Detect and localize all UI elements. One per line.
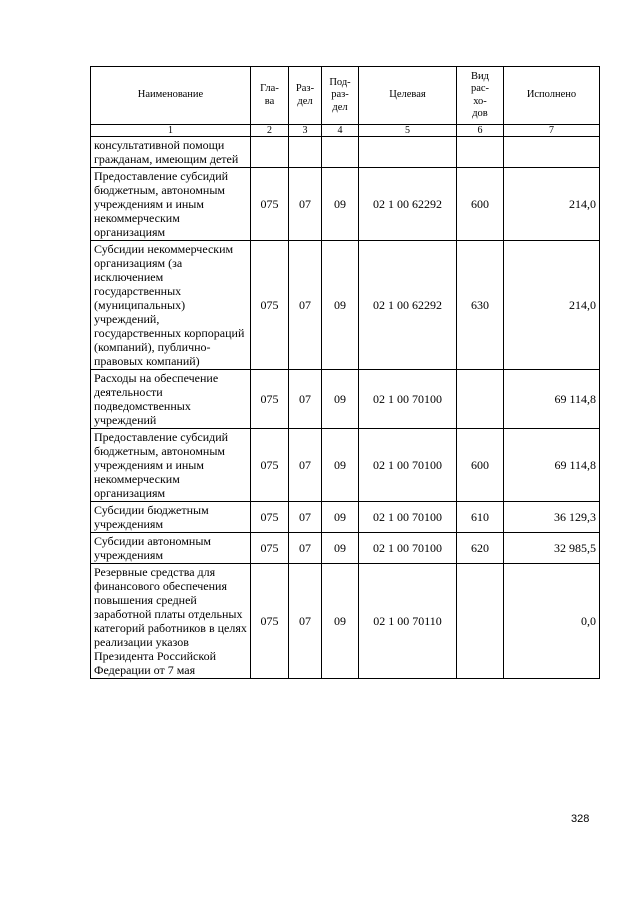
cell-vid: 600 bbox=[457, 168, 504, 241]
cell-ispolneno: 69 114,8 bbox=[504, 429, 600, 502]
cell-ispolneno: 0,0 bbox=[504, 564, 600, 679]
cell-celevaya bbox=[359, 137, 457, 168]
table-row bbox=[91, 370, 600, 429]
cell-name: Расходы на обеспечение деятельности подведомственных учреждений bbox=[91, 370, 251, 429]
table-row bbox=[91, 533, 600, 564]
cell-razdel: 07 bbox=[289, 564, 322, 679]
cell-razdel: 07 bbox=[289, 429, 322, 502]
cell-celevaya: 02 1 00 70100 bbox=[359, 502, 457, 533]
header-razdel: Раз- дел bbox=[289, 67, 322, 125]
cell-ispolneno: 32 985,5 bbox=[504, 533, 600, 564]
cell-ispolneno: 214,0 bbox=[504, 241, 600, 370]
cell-razdel: 07 bbox=[289, 241, 322, 370]
table-row bbox=[91, 564, 600, 679]
cell-name: Предоставление субсидий бюджетным, автономным учреждениям и иным некоммерческим организациям bbox=[91, 168, 251, 241]
cell-podrazdel bbox=[322, 137, 359, 168]
cell-vid bbox=[457, 370, 504, 429]
cell-glava: 075 bbox=[251, 241, 289, 370]
cell-podrazdel: 09 bbox=[322, 168, 359, 241]
cell-glava: 075 bbox=[251, 429, 289, 502]
page-number: 328 bbox=[571, 813, 590, 825]
cell-ispolneno: 69 114,8 bbox=[504, 370, 600, 429]
table-row bbox=[91, 429, 600, 502]
header-podrazdel: Под- раз- дел bbox=[322, 67, 359, 125]
cell-vid: 620 bbox=[457, 533, 504, 564]
cell-razdel: 07 bbox=[289, 168, 322, 241]
header-celevaya: Целевая bbox=[359, 67, 457, 125]
cell-celevaya: 02 1 00 70100 bbox=[359, 370, 457, 429]
cell-glava: 075 bbox=[251, 168, 289, 241]
header-glava: Гла- ва bbox=[251, 67, 289, 125]
cell-celevaya: 02 1 00 62292 bbox=[359, 168, 457, 241]
header-name: Наименование bbox=[91, 67, 251, 125]
cell-celevaya: 02 1 00 70100 bbox=[359, 533, 457, 564]
cell-vid: 600 bbox=[457, 429, 504, 502]
table-row bbox=[91, 137, 600, 168]
cell-glava: 075 bbox=[251, 370, 289, 429]
cell-razdel: 07 bbox=[289, 502, 322, 533]
cell-ispolneno bbox=[504, 137, 600, 168]
header-vid: Вид рас- хо- дов bbox=[457, 67, 504, 125]
cell-name: Субсидии некоммерческим организациям (за исключением государственных (муниципальных) учреждений, государственных корпораций (компаний), публично-правовых компаний) bbox=[91, 241, 251, 370]
cell-podrazdel: 09 bbox=[322, 564, 359, 679]
cell-glava: 075 bbox=[251, 564, 289, 679]
cell-ispolneno: 214,0 bbox=[504, 168, 600, 241]
cell-podrazdel: 09 bbox=[322, 370, 359, 429]
cell-podrazdel: 09 bbox=[322, 502, 359, 533]
cell-name: Субсидии бюджетным учреждениям bbox=[91, 502, 251, 533]
column-number: 5 bbox=[359, 125, 457, 137]
cell-podrazdel: 09 bbox=[322, 241, 359, 370]
cell-vid bbox=[457, 137, 504, 168]
cell-name: Предоставление субсидий бюджетным, автономным учреждениям и иным некоммерческим организациям bbox=[91, 429, 251, 502]
table-row bbox=[91, 168, 600, 241]
cell-vid bbox=[457, 564, 504, 679]
header-ispolneno: Исполнено bbox=[504, 67, 600, 125]
cell-glava: 075 bbox=[251, 533, 289, 564]
table-row bbox=[91, 241, 600, 370]
table-row bbox=[91, 502, 600, 533]
cell-glava: 075 bbox=[251, 502, 289, 533]
header-row bbox=[91, 67, 600, 125]
column-number: 6 bbox=[457, 125, 504, 137]
cell-name: Субсидии автономным учреждениям bbox=[91, 533, 251, 564]
column-number-row bbox=[91, 125, 600, 137]
cell-podrazdel: 09 bbox=[322, 429, 359, 502]
cell-razdel: 07 bbox=[289, 533, 322, 564]
budget-table bbox=[90, 66, 600, 679]
cell-vid: 630 bbox=[457, 241, 504, 370]
column-number: 7 bbox=[504, 125, 600, 137]
cell-name: консультативной помощи гражданам, имеющим детей bbox=[91, 137, 251, 168]
column-number: 1 bbox=[91, 125, 251, 137]
column-number: 4 bbox=[322, 125, 359, 137]
column-number: 2 bbox=[251, 125, 289, 137]
cell-celevaya: 02 1 00 70100 bbox=[359, 429, 457, 502]
cell-name: Резервные средства для финансового обеспечения повышения средней заработной платы отдельных категорий работников в целях реализации указов Президента Российской Федерации от 7 мая bbox=[91, 564, 251, 679]
column-number: 3 bbox=[289, 125, 322, 137]
cell-celevaya: 02 1 00 62292 bbox=[359, 241, 457, 370]
cell-glava bbox=[251, 137, 289, 168]
cell-celevaya: 02 1 00 70110 bbox=[359, 564, 457, 679]
cell-podrazdel: 09 bbox=[322, 533, 359, 564]
cell-ispolneno: 36 129,3 bbox=[504, 502, 600, 533]
cell-razdel: 07 bbox=[289, 370, 322, 429]
cell-razdel bbox=[289, 137, 322, 168]
cell-vid: 610 bbox=[457, 502, 504, 533]
